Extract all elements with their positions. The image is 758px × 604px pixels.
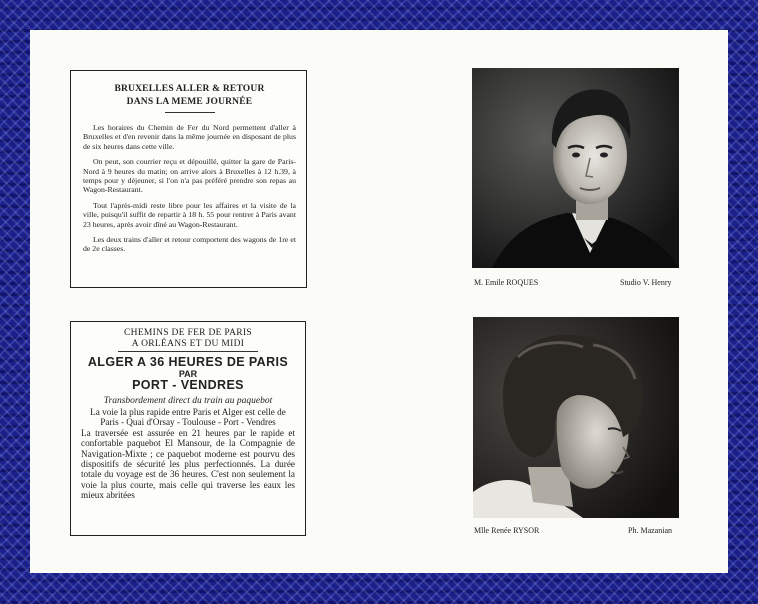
bruxelles-paragraph-4: Les deux trains d'aller et retour comportent des wagons de 1re et de 2e classes. (83, 235, 296, 254)
bruxelles-advertisement (70, 70, 307, 288)
portrait-photo-emile-roques (472, 68, 679, 268)
company-line2: A ORLÉANS ET DU MIDI (131, 338, 245, 349)
photo2-caption-name: Mlle Renée RYSOR (474, 526, 540, 535)
bruxelles-paragraph-1: Les horaires du Chemin de Fer du Nord permettent d'aller à Bruxelles et d'en revenir dans la même journée en disposant de plus de six heures dans cette ville. (83, 123, 296, 151)
bruxelles-paragraph-3: Tout l'après-midi reste libre pour les affaires et la visite de la ville, puisqu'il suffit de repartir à 18 h. 55 pour rentrer à Paris avant 23 heures, après avoir dîné au Wagon-Restaurant. (83, 200, 296, 229)
photo1-caption-name: M. Emile ROQUES (474, 278, 539, 287)
bruxelles-title-line1: BRUXELLES ALLER & RETOUR (114, 84, 265, 94)
portrait-photo-renee-rysor (473, 317, 679, 518)
woman-portrait-image (473, 317, 679, 518)
magazine-page (30, 30, 728, 573)
alger-paragraph-2: La traversée est assurée en 21 heures par le rapide et confortable paquebot El Mansour, de la Compagnie de Navigation-Mixte ; ce paquebot moderne est pourvu des dispositifs de sécurité les plus perfectionnés. La durée totale du voyage est de 36 heures. C'est non seulement la voie la plus courte, mais celle qui traverse les eaux les mieux abritées (81, 427, 295, 501)
bruxelles-paragraph-2: On peut, son courrier reçu et dépouillé, quitter la gare de Paris-Nord à 9 heures du matin; on arrive alors à Bruxelles à 12 h.39, à temps pour y déjeuner, si l'on n'a pas préféré prendre son repas au Wagon-Restaurant. (83, 157, 296, 195)
alger-par: PAR (178, 369, 198, 379)
alger-title: ALGER A 36 HEURES DE PARIS (87, 355, 289, 369)
bruxelles-title-line2: DANS LA MEME JOURNÉE (126, 97, 253, 107)
photo1-caption-credit: Studio V. Henry (620, 278, 672, 287)
alger-paragraph-1: La voie la plus rapide entre Paris et Alger est celle de Paris - Quai d'Orsay - Toulouse - Port - Vendres (90, 407, 286, 428)
photo2-caption-credit: Ph. Mazanian (628, 526, 672, 535)
company-divider (118, 351, 258, 352)
alger-port: PORT - VENDRES (132, 378, 244, 392)
alger-advertisement (70, 321, 306, 536)
alger-subtitle: Transbordement direct du train au paquebot (103, 396, 273, 406)
title-divider (165, 112, 215, 113)
company-line1: CHEMINS DE FER DE PARIS (124, 328, 252, 338)
man-portrait-image (472, 68, 679, 268)
